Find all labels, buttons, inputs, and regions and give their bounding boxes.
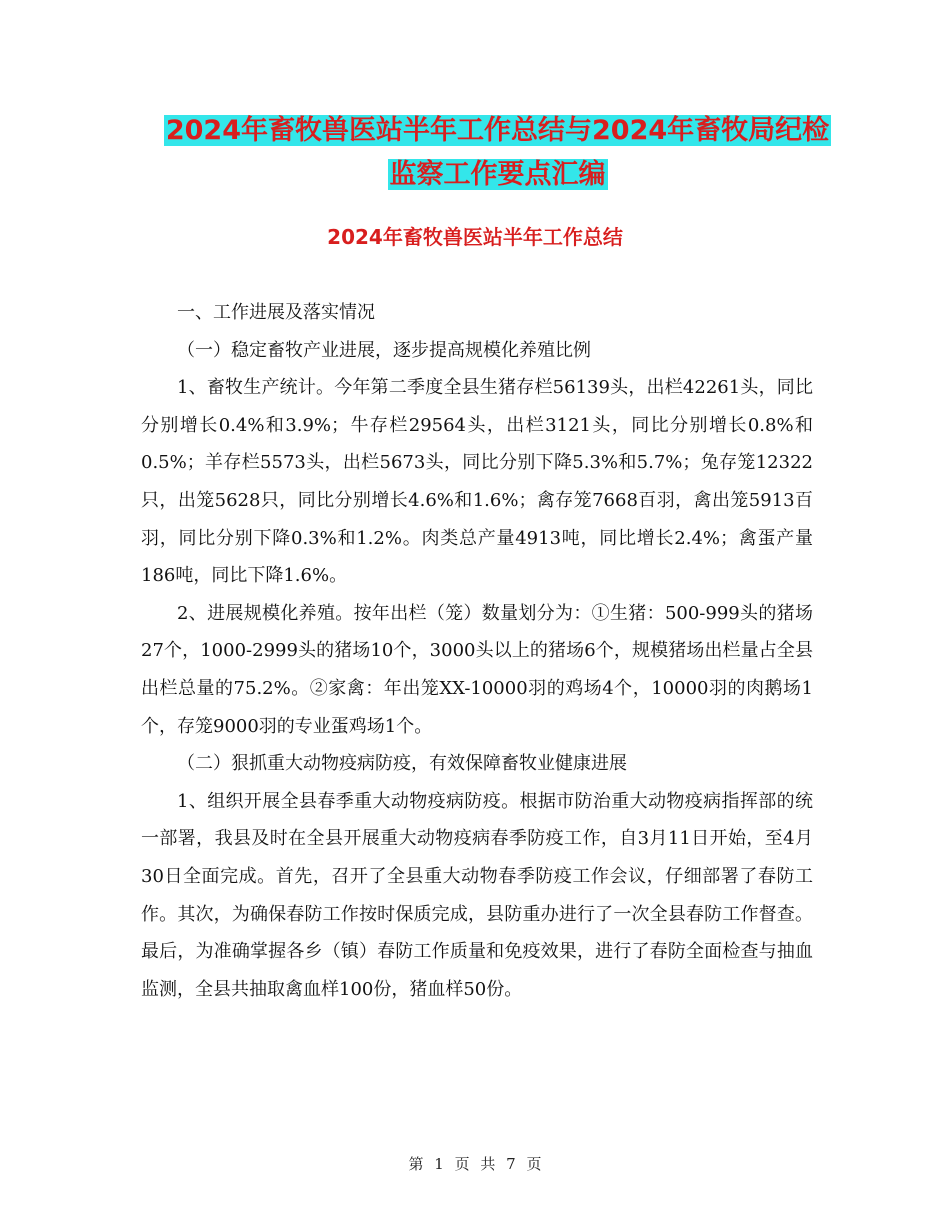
heading-work-progress: 一、工作进展及落实情况 <box>177 302 375 323</box>
title-highlight-2: 监察工作要点汇编 <box>389 159 606 190</box>
document-body <box>141 294 813 1008</box>
paragraph-scale-farming: 2、进展规模化养殖。按年出栏（笼）数量划分为：①生猪：500-999头的猪场27个，1000-2999头的猪场10个，3000头以上的猪场6个，规模猪场出栏量占全县出栏总量的75.2%。②家禽：年出笼XX-10000羽的鸡场4个，10000羽的肉鹅场1个，存笼9000羽的专业蛋鸡场1个。 <box>141 602 813 737</box>
page-footer: 第 1 页 共 7 页 <box>408 1155 542 1173</box>
title-highlight-1: 2024年畜牧兽医站半年工作总结与2024年畜牧局纪检 <box>165 115 830 146</box>
paragraph-production-statistics: 1、畜牧生产统计。今年第二季度全县生猪存栏56139头，出栏42261头，同比分别增长0.4%和3.9%；牛存栏29564头，出栏3121头，同比分别增长0.8%和0.5%；羊存栏5573头，出栏5673头，同比分别下降5.3%和5.7%；兔存笼12322只，出笼5628只，同比分别增长4.6%和1.6%；禽存笼7668百羽，禽出笼5913百羽，同比分别下降0.3%和1.2%。肉类总产量4913吨，同比增长2.4%；禽蛋产量186吨，同比下降1.6%。 <box>141 377 813 587</box>
section-title: 2024年畜牧兽医站半年工作总结 <box>327 225 623 249</box>
paragraph-spring-prevention: 1、组织开展全县春季重大动物疫病防疫。根据市防治重大动物疫病指挥部的统一部署，我县及时在全县开展重大动物疫病春季防疫工作，自3月11日开始，至4月30日全面完成。首先，召开了全县重大动物春季防疫工作会议，仔细部署了春防工作。其次，为确保春防工作按时保质完成，县防重办进行了一次全县春防工作督查。最后，为准确掌握各乡（镇）春防工作质量和免疫效果，进行了春防全面检查与抽血监测，全县共抽取禽血样100份，猪血样50份。 <box>141 790 813 1000</box>
document-title-line-2 <box>140 152 855 198</box>
subheading-stable-industry: （一）稳定畜牧产业进展，逐步提高规模化养殖比例 <box>177 339 591 361</box>
document-title-line-1 <box>140 108 855 154</box>
subheading-disease-prevention: （二）狠抓重大动物疫病防疫，有效保障畜牧业健康进展 <box>177 753 627 775</box>
